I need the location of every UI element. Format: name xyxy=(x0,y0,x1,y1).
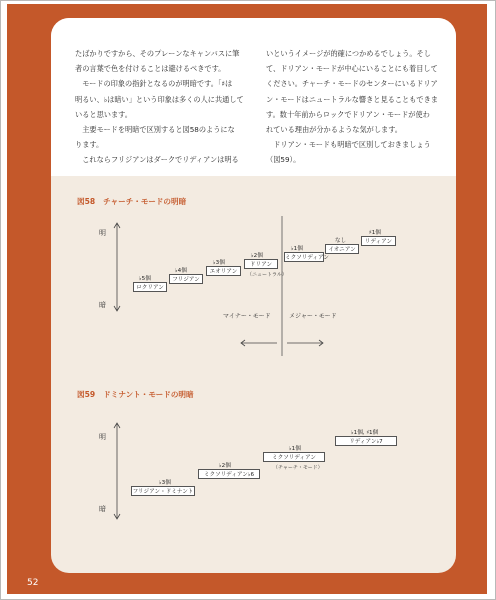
figure58-axis-bright: 明 xyxy=(99,229,106,237)
mode-box-aeolian: エオリアン xyxy=(206,266,241,276)
figure58-axis-dark: 暗 xyxy=(99,301,106,309)
dorian-accidentals: ♭2個 xyxy=(251,253,263,259)
mixolydian-accidentals: ♭1個 xyxy=(289,446,301,452)
text-line: ります。 xyxy=(75,140,104,150)
mode-box-phrygian: フリジアン xyxy=(169,274,203,284)
text-line: す。数十年前からロックでドリアン・モードが使わ xyxy=(266,109,430,119)
text-line: 主要モードを明暗で区別すると図58のようにな xyxy=(75,125,235,135)
figure58-number: 図58 xyxy=(77,197,96,206)
text-line: モードの印象の指針となるのが明暗です。「♯は xyxy=(75,79,233,89)
mode-box-lydian: リディアン xyxy=(361,236,396,246)
mode-box-lydian-b7: リディアン♭7 xyxy=(335,436,397,446)
page-number: 52 xyxy=(27,578,39,588)
text-line: ください。チャーチ・モードのセンターにいるドリア xyxy=(266,79,438,89)
figure58-title-text: チャーチ・モードの明暗 xyxy=(103,197,187,206)
lydian-accidentals: ♯1個 xyxy=(369,230,381,236)
phrygian-accidentals: ♭4個 xyxy=(175,268,187,274)
mixolydian-accidentals: ♭1個 xyxy=(291,246,303,252)
minor-mode-label: マイナー・モード xyxy=(223,313,271,320)
figure-lines xyxy=(51,18,456,573)
mode-box-mixolydian: ミクソリディアン xyxy=(284,252,324,262)
figure59-axis-dark: 暗 xyxy=(99,505,106,513)
figure59-title xyxy=(77,389,194,400)
content-card xyxy=(51,18,456,573)
text-line: たばかりですから、そのプレーンなキャンバスに筆 xyxy=(75,49,240,58)
text-line: れている理由が分かるような気がします。 xyxy=(266,125,402,135)
text-line: 者の言葉で色を付けることは避けるべきです。 xyxy=(75,64,226,74)
neutral-note: （ニュートラル） xyxy=(247,272,287,278)
text-line: これならフリジアンはダークでリディアンは明る xyxy=(75,155,239,165)
phrygian-dominant-accidentals: ♭3個 xyxy=(159,480,171,486)
text-line: ドリアン・モードも明暗で区別しておきましょう xyxy=(266,140,431,150)
figure59-number: 図59 xyxy=(77,390,96,399)
ionian-accidentals: なし xyxy=(335,238,347,244)
locrian-accidentals: ♭5個 xyxy=(139,276,151,282)
lydian-b7-accidentals: ♭1個, ♯1個 xyxy=(351,430,379,436)
mode-box-phrygian-dominant: フリジアン・ドミナント xyxy=(131,486,195,496)
mode-box-dorian: ドリアン xyxy=(244,259,278,269)
figure59-title-text: ドミナント・モードの明暗 xyxy=(103,390,194,399)
text-line: （図59）。 xyxy=(266,155,301,165)
mixolydian-b6-accidentals: ♭2個 xyxy=(219,463,231,469)
text-line: て、ドリアン・モードが中心にいることにも着目して xyxy=(266,64,438,74)
mode-box-ionian: イオニアン xyxy=(325,244,359,254)
aeolian-accidentals: ♭3個 xyxy=(213,260,225,266)
text-line: 明るい、♭は暗い」という印象は多くの人に共通して xyxy=(75,94,244,104)
text-line: ン・モードはニュートラルな響きと見ることもできま xyxy=(266,94,438,104)
mode-box-mixolydian-church: ミクソリディアン xyxy=(263,452,325,462)
figure59-axis-bright: 明 xyxy=(99,433,106,441)
mode-box-mixolydian-b6: ミクソリディアン♭6 xyxy=(198,469,260,479)
mode-box-locrian: ロクリアン xyxy=(133,282,167,292)
major-mode-label: メジャー・モード xyxy=(289,313,337,320)
church-mode-note: （チャーチ・モード） xyxy=(273,465,323,471)
text-line: いというイメージが的確につかめるでしょう。そし xyxy=(266,49,431,58)
text-line: いると思います。 xyxy=(75,109,132,119)
